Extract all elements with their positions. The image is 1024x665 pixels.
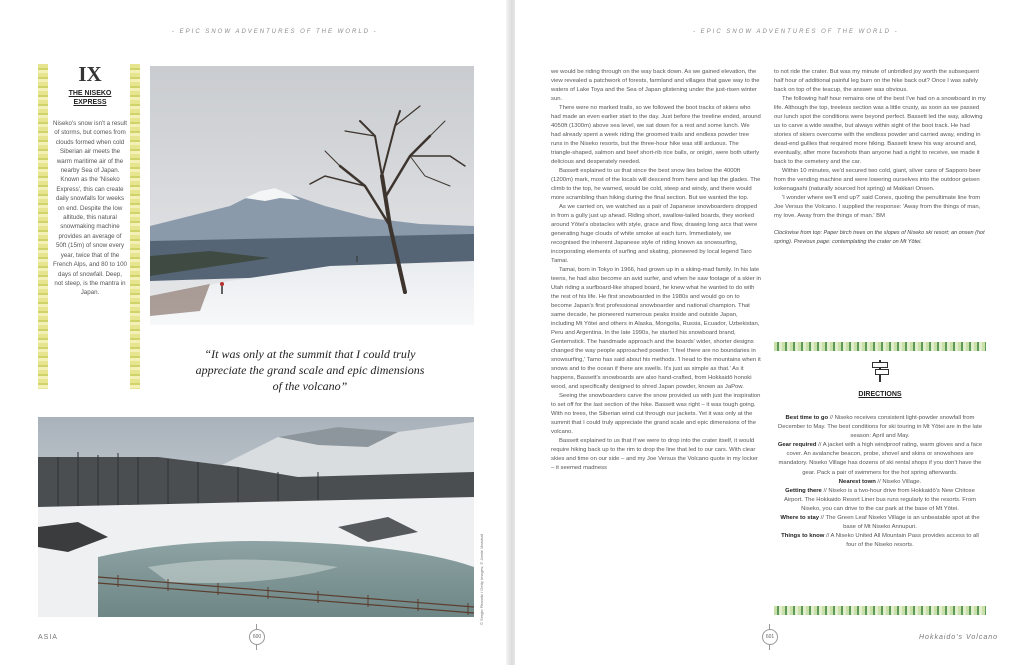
directions-item-label: Where to stay: [780, 515, 820, 522]
paragraph: The following half hour remains one of the best I've had on a snowboard in my life. Although the top, treeless section was a little crusty, as soon as we passed our lunch spot the conditions were beyond perfect. Bassett led the way, allowing us to carve a wide swathe, but always within sight of the boot track. He had stories of skiers overcome with the endless powder and carried away, ending in dead-end gullies that required more hiking. Bassett knew his way around and, eventually, after more faceshots than anyone had a right to receive, we made it back to the cemetery and the car.: [774, 96, 986, 165]
sidebar-title-line1: THE NISEKO: [68, 90, 112, 97]
body-column-1: [551, 68, 761, 473]
directions-item-label: Nearest town: [838, 478, 876, 485]
paragraph: we would be riding through on the way back down. As we gained elevation, the view revealed a patchwork of forests, farmland and villages that gave way to the waters of Lake Toya and the Sea of Japan glistening under the just-risen winter sun.: [551, 69, 760, 102]
photo-onsen: [38, 417, 474, 617]
page-number-right: 601: [762, 629, 778, 645]
sidebar-border-right: [130, 64, 140, 389]
photo-onsen-image: [38, 417, 474, 617]
directions-item-label: Gear required: [777, 442, 817, 449]
directions-item: [776, 514, 984, 532]
body-column-2: [774, 68, 987, 247]
directions-item: [776, 532, 984, 550]
paragraph: Tamai, born in Tokyo in 1966, had grown up in a skiing-mad family. In his late teens, he had also become an avid surfer, and when he saw footage of a skier in Utah riding a surfboard-like shaped board, he knew what he wanted to do with the rest of his life. He first snowboarded in the 1980s and would go on to become Japan's first professional snowboarder and national champion. That same decade, he pioneered numerous peaks inside and outside Japan, including Mt Yōtei and others in Alaska, Mongolia, Russia, Ecuador, Uzbekistan, Peru and Argentina. In the late 1990s, he started his snowboard brand, Gentemstick. The handmade approach and the boards' wider, shorter designs changed the way people approached powder. 'I feel there are no boundaries in snowsurfing,' Tamo has said about his methods. 'I head to the mountains when it snows and to the ocean if there are swells. It's just as simple as that.' As it happens, Bassett's snowboards are also hand-crafted, from Hokkaidō honoki wood, and specifically designed to shred Japan powder, known as JaPow.: [551, 267, 761, 390]
directions-item-text: // Niseko is a two-hour drive from Hokkaidō's New Chitose Airport. The Hokkaido Resort Liner bus runs regularly to the resorts. From Niseko, you can drive to the car park at the base of Mt Yōtei.: [783, 487, 977, 512]
pull-quote: “It was only at the summit that I could truly appreciate the grand scale and epic dimensions of the volcano”: [195, 347, 425, 393]
footer-left-label: ASIA: [38, 634, 58, 641]
paragraph: Within 10 minutes, we'd secured two cold, giant, silver cans of Sapporo beer from the vending machine and were lowering ourselves into the outdoor geisen kokenagashi (naturally sourced hot spring) at Makkari Onsen.: [774, 168, 981, 192]
directions-item-text: // A Niseko United All Mountain Pass provides access to all four of the Niseko resorts.: [824, 533, 979, 549]
directions-item-label: Getting there: [785, 487, 822, 494]
paragraph: Bassett explained to us that if we were to drop into the crater itself, it would require hiking back up to the rim to drop the line that led to our cars. With clear skies and time on our side – and my Joe Versus the Volcano quote in my locker – it seemed madness: [551, 438, 758, 471]
sidebar-box: [51, 64, 129, 298]
signpost-icon: [871, 360, 889, 382]
running-head-left: - EPIC SNOW ADVENTURES OF THE WORLD -: [172, 29, 378, 35]
photo-credit: [479, 455, 491, 625]
paragraph: Bassett explained to us that since the best snow lies below the 4000ft (1200m) mark, most of the locals will descend from here and lap the glades. The climb to the top, he warned, would be cold, steep and windy, and there would more scrambling than hiking during the final section. But we wanted the top.: [551, 168, 761, 201]
sidebar-border-left: [38, 64, 48, 389]
paragraph: Seeing the snowboarders carve the snow provided us with just the inspiration to set off for the last section of the hike. Bassett was right – it was tough going. With no trees, the Siberian wind cut through our jackets. Yet it was only at the summit that I could truly appreciate the grand scale and epic dimensions of the volcano.: [551, 393, 761, 435]
page-number-left: 600: [249, 629, 265, 645]
left-page: [0, 0, 509, 665]
sidebar-title: [51, 89, 129, 107]
directions-item-text: // A jacket with a high windproof rating, warm gloves and a face cover. An avalanche beacon, probe, shovel and skins or snowshoes are mandatory. Niseko Village has dozens of ski rental shops if you don't have the gear. Pack a pair of swimmers for the hot spring afterwards.: [778, 442, 983, 476]
photo-volcano-birch-image: [150, 66, 474, 325]
directions-title: DIRECTIONS: [858, 391, 902, 398]
directions-item-text: // Niseko Village.: [875, 478, 922, 485]
directions-item-label: Things to know: [781, 533, 825, 540]
footer-right-label: Hokkaido's Volcano: [919, 634, 999, 641]
directions-item-text: // The Green Leaf Niseko Village is an unbeatable spot at the base of Mt Niseko Annupuri.: [819, 515, 980, 531]
directions-item: [776, 441, 984, 477]
photo-caption: Clockwise from top: Paper birch trees on the slopes of Niseko ski resort; an onsen (hot spring). Previous page: contemplating the crater on Mt Yōtei.: [774, 230, 985, 245]
running-head-right: - EPIC SNOW ADVENTURES OF THE WORLD -: [693, 29, 899, 35]
directions-border-top: [774, 342, 986, 351]
directions-list: [776, 414, 984, 550]
directions-item-text: // Niseko receives consistent light-powder snowfall from December to May. The best conditions for ski touring in Mt Yōtei are in the late season: April and May.: [778, 415, 982, 440]
paragraph: to not ride the crater. But was my minute of unbridled joy worth the subsequent half hour of additional painful leg burn on the hike back out? Once I was safely back on top of the teacup, the answer was obvious.: [774, 69, 979, 93]
photo-volcano-birch: [150, 66, 474, 325]
photo-credit-text: © Sergio Pitamitz / Getty Images; © Jamie Marshall: [479, 533, 484, 625]
directions-border-bottom: [774, 606, 986, 615]
paragraph: There were no marked trails, so we followed the boot tracks of skiers who had made an even earlier start to the day. Just before the treeline ended, around 4050ft (1300m) above sea level, we sat down for a rest and some lunch. We had already spent a week riding the groomed trails and endless powder tree runs in the Niseko resorts, but the three-hour hike was still arduous. The triangle-shaped, salmon and beef short-rib rice balls, or onigiri, were both utterly delicious and desperately needed.: [551, 105, 761, 165]
sidebar-number: IX: [78, 62, 102, 86]
directions-header: [774, 360, 986, 398]
paragraph: 'I wonder where we'll end up?' said Cones, quoting the penultimate line from Joe Versus the Volcano. I supplied the response: 'Away from the things of man, my love. Away from the things of man.' BM: [774, 195, 981, 219]
directions-item-label: Best time to go: [785, 415, 829, 421]
paragraph: As we carried on, we watched as a pair of Japanese snowboarders dropped in from a gully just up ahead. Riding short, swallow-tailed boards, they worked around Yōtei's obstacles with style, grace and flow, drawing long arcs that were generating huge clouds of white smoke at each turn. Immediately, we recognised the inherent Japanese style of riding known as snowsurfing, incorporating elements of surfing and skating, pioneered by local legend Taro Tamai.: [551, 204, 758, 264]
directions-item: [776, 478, 984, 487]
directions-item: [776, 414, 984, 441]
sidebar-body: Niseko's snow isn't a result of storms, but comes from clouds formed when cold Siberian air meets the warm maritime air of the nearby Sea of Japan. Known as the 'Niseko Express', this can create daily snowfalls for weeks on end. Despite the low altitude, this natural snowmaking machine provides an average of 50ft (15m) of snow every year, twice that of the French Alps, and 80 to 100 days of snowfall. Deep, not steep, is the mantra in Japan.: [53, 120, 127, 297]
sidebar-title-line2: EXPRESS: [73, 99, 107, 106]
directions-item: [776, 487, 984, 514]
